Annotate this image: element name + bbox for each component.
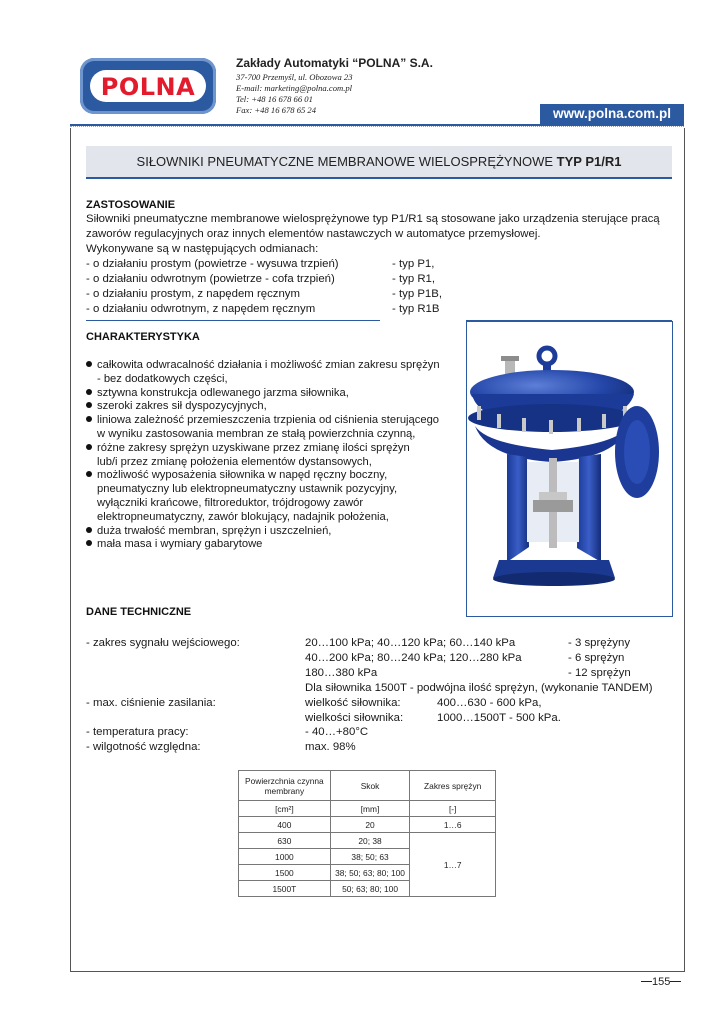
table-row	[239, 833, 496, 849]
list-item-continuation: pneumatyczny lub elektropneumatyczny ustawnik pozycyjny,	[97, 483, 398, 496]
spec-value: max. 98%	[305, 741, 356, 753]
list-item: szeroki zakres sił dyspozycyjnych,	[86, 400, 462, 414]
section-heading-dane: DANE TECHNICZNE	[86, 606, 192, 618]
table-unit: [cm²]	[239, 801, 331, 817]
table-header: Zakres sprężyn	[410, 771, 496, 801]
spec-value: 1000…1500T - 500 kPa.	[437, 712, 561, 724]
spec-value: - 40…+80°C	[305, 726, 369, 738]
list-item-continuation: elektropneumatyczny, zawór blokujący, nadajnik położenia,	[97, 510, 389, 523]
list-item: liniowa zależność przemieszczenia trzpienia od ciśnienia sterującego	[86, 414, 462, 428]
spec-springs: - 3 sprężyny	[568, 637, 631, 649]
zastosowanie-line: Wykonywane są w następujących odmianach:	[86, 243, 319, 255]
variant-desc: - o działaniu prostym (powietrze - wysuwa trzpień)	[86, 258, 339, 270]
variant-type: - typ P1B,	[392, 288, 443, 300]
table-unit: [-]	[410, 801, 496, 817]
company-phone: Tel: +48 16 678 66 01	[236, 94, 313, 104]
table-cell: 20; 38	[330, 833, 410, 849]
variant-type: - typ R1,	[392, 273, 436, 285]
page-title	[86, 154, 672, 169]
section-divider	[86, 320, 380, 321]
list-item-continuation: wyłączniki krańcowe, filtroreduktor, trójdrogowy zawór	[97, 496, 364, 509]
spec-value: 180…380 kPa	[305, 667, 378, 679]
table-row	[239, 817, 496, 833]
table-units-row	[239, 801, 496, 817]
table-cell: 1500T	[239, 881, 331, 897]
table-unit: [mm]	[330, 801, 410, 817]
variant-desc: - o działaniu prostym, z napędem ręcznym	[86, 288, 300, 300]
spec-sublabel: wielkość siłownika:	[305, 697, 401, 709]
bullet-icon	[86, 416, 92, 422]
variant-type: - typ R1B	[392, 303, 440, 315]
title-main: SIŁOWNIKI PNEUMATYCZNE MEMBRANOWE WIELOSPRĘŻYNOWE	[136, 154, 554, 169]
table-cell: 400	[239, 817, 331, 833]
bullet-icon	[86, 540, 92, 546]
table-cell: 50; 63; 80; 100	[330, 881, 410, 897]
list-item-continuation: - bez dodatkowych części,	[97, 372, 228, 385]
table-cell: 630	[239, 833, 331, 849]
list-item: mała masa i wymiary gabarytowe	[86, 538, 462, 552]
list-item: całkowita odwracalność działania i możliwość zmian zakresu sprężyn	[86, 359, 462, 373]
company-address: 37-700 Przemyśl, ul. Obozowa 23	[236, 72, 353, 82]
website-link[interactable]: www.polna.com.pl	[540, 104, 684, 124]
spec-label-temperature: - temperatura pracy:	[86, 726, 189, 738]
variant-type: - typ P1,	[392, 258, 435, 270]
spec-value: 40…200 kPa; 80…240 kPa; 120…280 kPa	[305, 652, 522, 664]
logo-plate	[90, 70, 206, 102]
list-item: sztywna konstrukcja odlewanego jarzma siłownika,	[86, 387, 462, 401]
list-item-continuation: w wyniku zastosowania membran ze stałą powierzchnia czynną,	[97, 427, 416, 440]
title-band	[86, 146, 672, 179]
company-fax: Fax: +48 16 678 65 24	[236, 105, 317, 115]
company-name: Zakłady Automatyki “POLNA” S.A.	[236, 56, 433, 70]
table-cell: 1500	[239, 865, 331, 881]
table-header: Powierzchnia czynna membrany	[239, 771, 331, 801]
variant-desc: - o działaniu odwrotnym (powietrze - cofa trzpień)	[86, 273, 335, 285]
bullet-icon	[86, 361, 92, 367]
spec-springs: - 6 sprężyn	[568, 652, 625, 664]
table-cell: 38; 50; 63; 80; 100	[330, 865, 410, 881]
table-cell: 38; 50; 63	[330, 849, 410, 865]
bullet-icon	[86, 444, 92, 450]
feature-list	[86, 359, 462, 552]
bullet-icon	[86, 402, 92, 408]
title-type: TYP P1/R1	[556, 154, 622, 169]
spec-label-signal: - zakres sygnału wejściowego:	[86, 637, 240, 649]
bullet-icon	[86, 527, 92, 533]
bullet-icon	[86, 471, 92, 477]
section-heading-zastosowanie: ZASTOSOWANIE	[86, 199, 176, 211]
list-item: możliwość wyposażenia siłownika w napęd ręczny boczny,	[86, 469, 462, 483]
table-header-row	[239, 771, 496, 801]
bullet-icon	[86, 389, 92, 395]
dash-left	[641, 981, 652, 982]
logo-text: POLNA	[100, 73, 196, 101]
polna-logo	[80, 58, 216, 114]
actuator-illustration	[467, 322, 672, 616]
header-dotted-rule	[70, 126, 684, 127]
spec-label-humidity: - wilgotność względna:	[86, 741, 201, 753]
spec-tandem-note: Dla siłownika 1500T - podwójna ilość sprężyn, (wykonanie TANDEM)	[305, 682, 653, 694]
spec-value: 20…100 kPa; 40…120 kPa; 60…140 kPa	[305, 637, 516, 649]
table-cell: 1…6	[410, 817, 496, 833]
page-number: 155	[641, 976, 681, 988]
zastosowanie-line: zaworów regulacyjnych oraz innych elementów nastawczych w automatyce przemysłowej.	[86, 228, 541, 240]
spec-sublabel: wielkości siłownika:	[305, 712, 404, 724]
list-item: duża trwałość membran, sprężyn i uszczelnień,	[86, 525, 462, 539]
table-header: Skok	[330, 771, 410, 801]
spec-value: 400…630 - 600 kPa,	[437, 697, 542, 709]
table-cell: 20	[330, 817, 410, 833]
actuator-photo	[466, 321, 673, 617]
spec-springs: - 12 sprężyn	[568, 667, 631, 679]
zastosowanie-line: Siłowniki pneumatyczne membranowe wielosprężynowe typ P1/R1 są stosowane jako urządzenia sterujące pracą	[86, 213, 660, 225]
spec-table	[238, 770, 496, 897]
company-email: E-mail: marketing@polna.com.pl	[236, 83, 353, 93]
list-item-continuation: lub/i przez zmianę położenia elementów dystansowych,	[97, 455, 372, 468]
table-cell: 1000	[239, 849, 331, 865]
list-item: różne zakresy sprężyn uzyskiwane przez zmianę ilości sprężyn	[86, 442, 462, 456]
spec-label-pressure: - max. ciśnienie zasilania:	[86, 697, 216, 709]
section-heading-charakterystyka: CHARAKTERYSTYKA	[86, 331, 200, 343]
table-cell-merged: 1…7	[410, 833, 496, 897]
dash-right	[670, 981, 681, 982]
variant-desc: - o działaniu odwrotnym, z napędem ręcznym	[86, 303, 316, 315]
